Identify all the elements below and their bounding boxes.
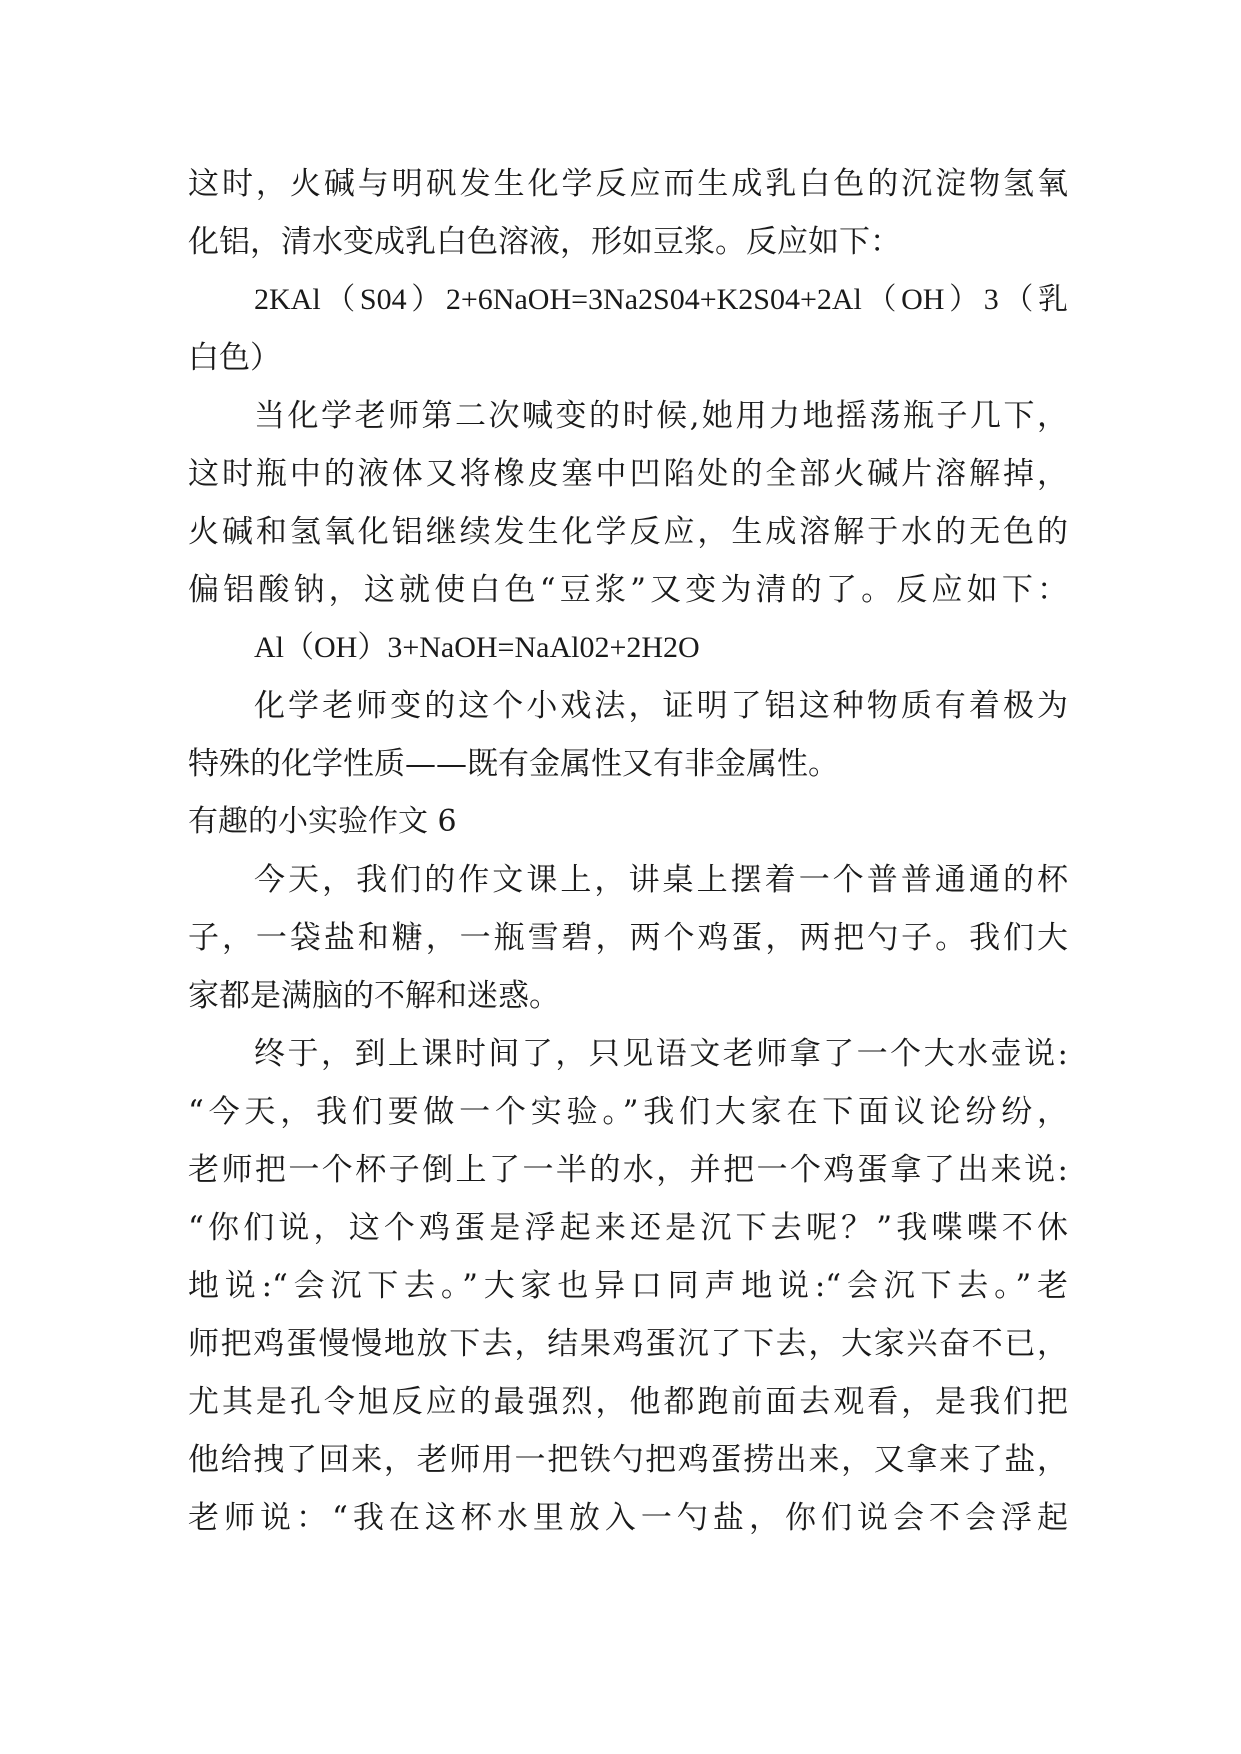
paragraph-line: 子，一袋盐和糖，一瓶雪碧，两个鸡蛋，两把勺子。我们大 — [188, 920, 1068, 956]
paragraph-line: 地说:“会沉下去。”大家也异口同声地说:“会沉下去。”老 — [188, 1268, 1068, 1304]
paragraph-line: 这时，火碱与明矾发生化学反应而生成乳白色的沉淀物氢氧 — [188, 166, 1068, 202]
paragraph-line: 终于，到上课时间了，只见语文老师拿了一个大水壶说: — [254, 1036, 1068, 1072]
paragraph-line: 他给拽了回来，老师用一把铁勺把鸡蛋捞出来，又拿来了盐， — [188, 1442, 1068, 1478]
paragraph-line: “今天，我们要做一个实验。”我们大家在下面议论纷纷， — [188, 1094, 1068, 1130]
document-body — [188, 155, 1068, 1547]
paragraph-line: 化学老师变的这个小戏法，证明了铝这种物质有着极为 — [254, 688, 1068, 724]
paragraph-line: 这时瓶中的液体又将橡皮塞中凹陷处的全部火碱片溶解掉， — [188, 456, 1068, 492]
chemical-equation: Al（OH）3+NaOH=NaAl02+2H2O — [254, 631, 700, 664]
paragraph-line: “你们说，这个鸡蛋是浮起来还是沉下去呢？”我喋喋不休 — [188, 1210, 1068, 1246]
paragraph-line: 今天，我们的作文课上，讲桌上摆着一个普普通通的杯 — [254, 862, 1068, 898]
paragraph-line: 老师把一个杯子倒上了一半的水，并把一个鸡蛋拿了出来说: — [188, 1152, 1068, 1188]
paragraph-line: 化铝，清水变成乳白色溶液，形如豆浆。反应如下： — [188, 224, 901, 260]
paragraph-line: 白色） — [188, 340, 281, 376]
chemical-equation: 2KAl（S04）2+6NaOH=3Na2S04+K2S04+2Al（OH）3（乳 — [254, 283, 1068, 316]
paragraph-line: 特殊的化学性质——既有金属性又有非金属性。 — [188, 746, 839, 782]
paragraph-line: 尤其是孔令旭反应的最强烈，他都跑前面去观看，是我们把 — [188, 1384, 1068, 1420]
paragraph-line: 师把鸡蛋慢慢地放下去，结果鸡蛋沉了下去，大家兴奋不已， — [188, 1326, 1068, 1362]
paragraph-line: 当化学老师第二次喊变的时候,她用力地摇荡瓶子几下， — [254, 398, 1068, 434]
paragraph-line: 火碱和氢氧化铝继续发生化学反应，生成溶解于水的无色的 — [188, 514, 1068, 550]
paragraph-line: 偏铝酸钠，这就使白色“豆浆”又变为清的了。反应如下： — [188, 572, 1068, 608]
paragraph-line: 家都是满脑的不解和迷惑。 — [188, 978, 560, 1014]
paragraph-line: 老师说：“我在这杯水里放入一勺盐，你们说会不会浮起 — [188, 1500, 1068, 1536]
section-heading: 有趣的小实验作文 6 — [188, 804, 457, 839]
